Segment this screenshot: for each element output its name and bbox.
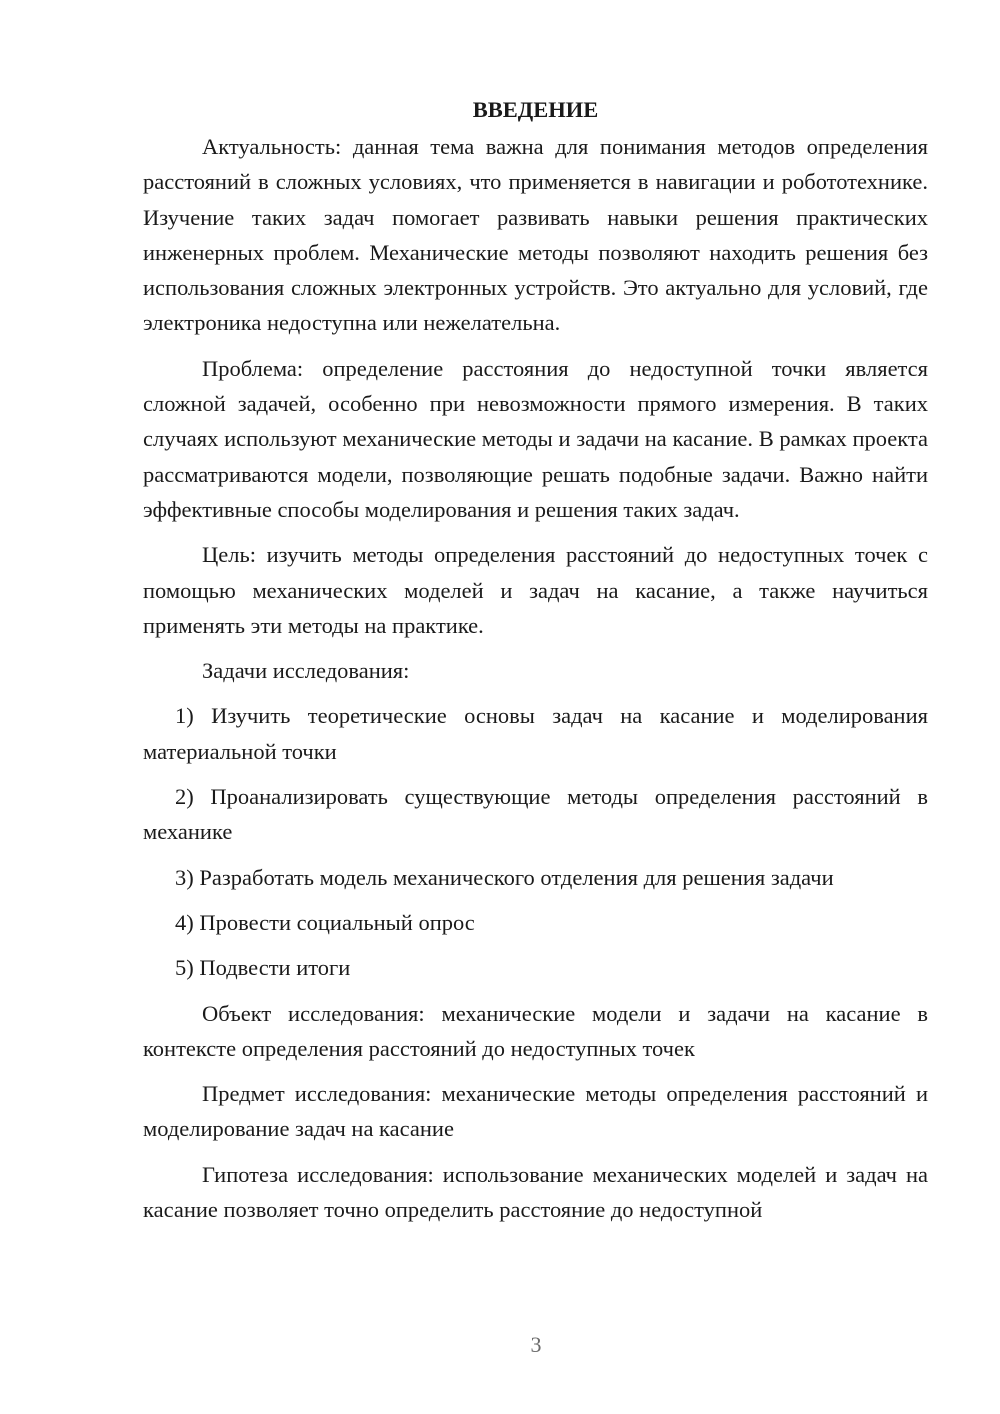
tasks-heading: Задачи исследования: <box>202 658 410 684</box>
problem-paragraph: Проблема: определение расстояния до недоступной точки является сложной задачей, особенно при невозможности прямого измерения. В таких случаях используют механические методы и задачи на касание. В рамках проекта рассматриваются модели, позволяющие решать подобные задачи. Важно найти эффективные способы моделирования и решения таких задач. <box>143 355 928 522</box>
object-paragraph: Объект исследования: механические модели и задачи на касание в контексте определения расстояний до недоступных точек <box>143 1000 928 1061</box>
relevance-paragraph: Актуальность: данная тема важна для понимания методов определения расстояний в сложных условиях, что применяется в навигации и робототехнике. Изучение таких задач помогает развивать навыки решения практических инженерных проблем. Механические методы позволяют находить решения без использования сложных электронных устройств. Это актуально для условий, где электроника недоступна или нежелательна. <box>143 134 928 336</box>
section-title: ВВЕДЕНИЕ <box>472 97 599 122</box>
task-item-4: 4) Провести социальный опрос <box>175 909 475 935</box>
task-item-2: 2) Проанализировать существующие методы определения расстояний в механике <box>143 784 928 845</box>
goal-paragraph: Цель: изучить методы определения расстояний до недоступных точек с помощью механических моделей и задач на касание, а также научиться применять эти методы на практике. <box>143 542 928 638</box>
task-item-3: 3) Разработать модель механического отделения для решения задачи <box>175 864 834 890</box>
subject-paragraph: Предмет исследования: механические методы определения расстояний и моделирование задач на касание <box>143 1081 928 1142</box>
task-item-1: 1) Изучить теоретические основы задач на касание и моделирования материальной точки <box>143 703 928 764</box>
task-item-5: 5) Подвести итоги <box>175 955 351 981</box>
page-number: 3 <box>530 1332 542 1357</box>
page-content <box>143 92 928 1227</box>
hypothesis-paragraph: Гипотеза исследования: использование механических моделей и задач на касание позволяет точно определить расстояние до недоступной <box>143 1161 928 1223</box>
